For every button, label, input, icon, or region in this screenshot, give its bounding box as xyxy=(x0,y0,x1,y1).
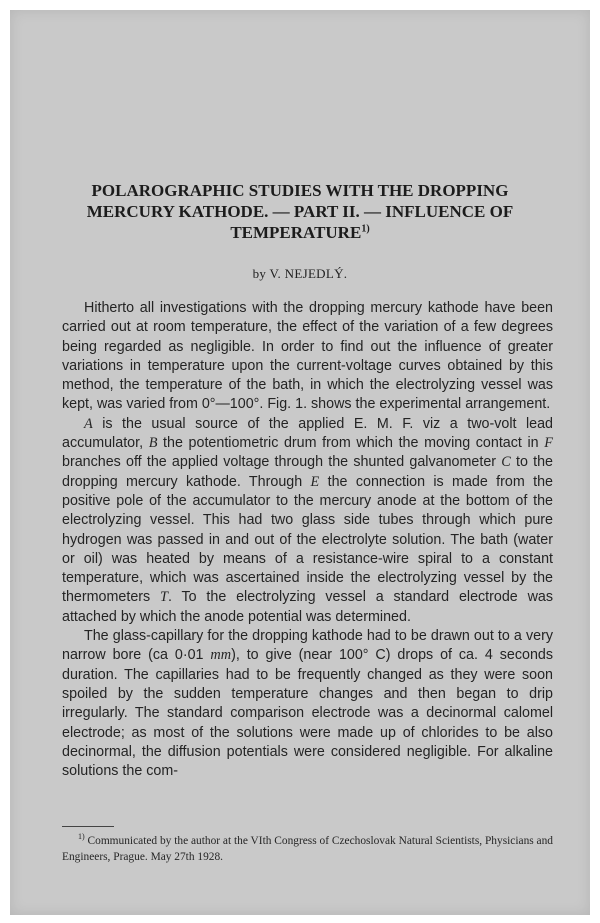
symbol-t: T xyxy=(160,589,168,606)
unit-mm: mm xyxy=(210,647,232,664)
author-line: by V. NEJEDLÝ. xyxy=(252,266,348,281)
symbol-e: E xyxy=(310,473,320,490)
footnote-mark: 1) xyxy=(78,832,85,842)
footnote-rule xyxy=(62,826,114,827)
title-footnote-mark: 1) xyxy=(361,223,370,235)
symbol-a: A xyxy=(84,415,93,432)
journal-page xyxy=(10,10,590,915)
article-body xyxy=(62,299,553,781)
article-title: POLAROGRAPHIC STUDIES WITH THE DROPPING MERCURY KATHODE. — PART II. — INFLUENCE OF TEMPERATURE$^{1)}$ xyxy=(86,181,514,242)
paragraph-1: Hitherto all investigations with the dropping mercury kathode have been carried out at room temperature, the effect of the variation of a few degrees being regarded as negligible. In order to find out the influence of greater variations in temperature upon the current-voltage curves obtained by this method, the temperature of the bath, in which the electrolyzing vessel was kept, was varied from 0°—100°. Fig. 1. shows the experimental arrangement. xyxy=(62,300,553,413)
symbol-f: F xyxy=(544,435,553,452)
paragraph-3: The glass-capillary for the dropping kathode had to be drawn out to a very narrow bore (ca 0·01 mm), to give (near 100° C) drops of ca. 4 seconds duration. The capillaries had to be frequently changed as they were soon spoiled by the sudden temperature changes and then began to drip irregularly. The standard comparison electrode was a decinormal calomel electrode; as most of the solutions were made up of chlorides to be also decinormal, the diffusion potentials were considered negligible. For alkaline solutions the com- xyxy=(62,628,553,780)
footnote: $^{1)}$ Communicated by the author at the VIth Congress of Czechoslovak Natural Scientists, Physicians and Engineers, Prague. May 27th 1928. xyxy=(62,832,553,863)
paragraph-2: A is the usual source of the applied E. M. F. viz a two-volt lead accumulator, B the potentiometric drum from which the moving contact in F branches off the applied voltage through the shunted galvanometer C to the dropping mercury kathode. Through E the connection is made from the positive pole of the accumulator to the mercury anode at the bottom of the electrolyzing vessel. This had two glass side tubes through which pure hydrogen was passed in and out of the electrolyte solution. The bath (water or oil) was heated by means of a resistance-wire spiral to a constant temperature, which was ascertained inside the electrolyzing vessel by the thermometers T. To the electrolyzing vessel a standard electrode was attached by which the anode potential was determined. xyxy=(62,415,554,625)
symbol-b: B xyxy=(148,435,158,452)
symbol-c: C xyxy=(501,454,511,471)
